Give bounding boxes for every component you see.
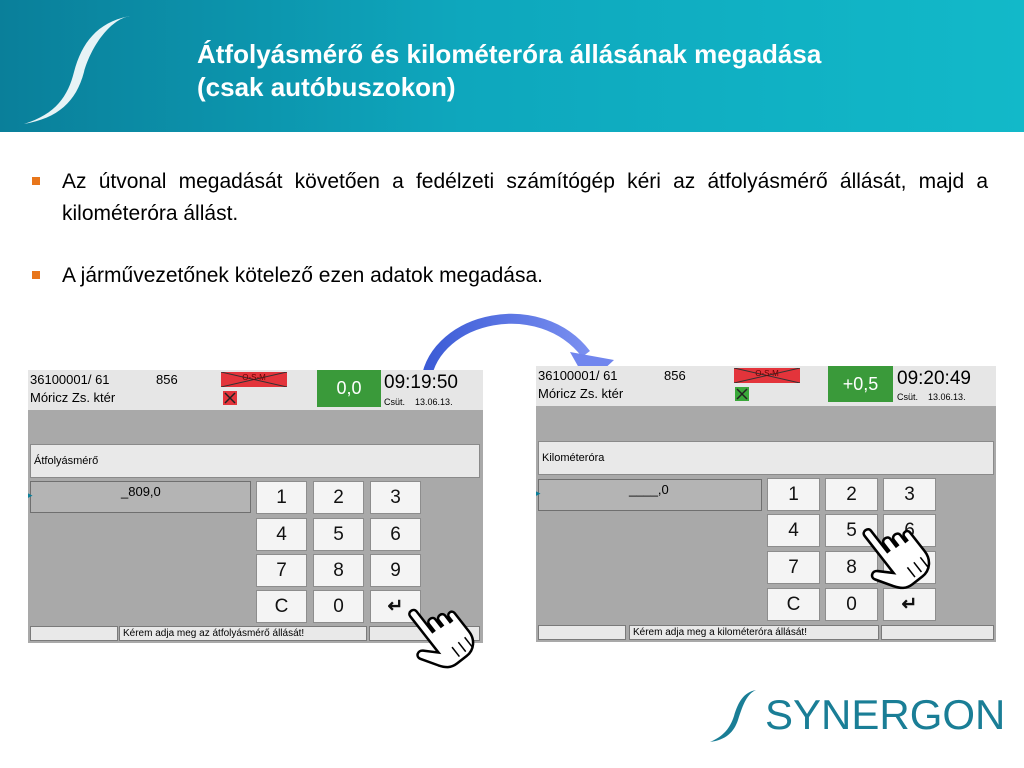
- status-cell-right: [881, 625, 994, 640]
- field-label: Átfolyásmérő: [30, 444, 480, 478]
- route-code: 856: [664, 368, 686, 383]
- brand-name: SYNERGON: [765, 691, 1006, 738]
- key-8[interactable]: 8: [825, 551, 878, 584]
- key-4[interactable]: 4: [256, 518, 307, 551]
- key-8[interactable]: 8: [313, 554, 364, 587]
- key-1[interactable]: 1: [767, 478, 820, 511]
- input-value: ____,0: [629, 482, 669, 497]
- input-value: _809,0: [121, 484, 161, 499]
- key-3[interactable]: 3: [370, 481, 421, 514]
- status-message: Kérem adja meg az átfolyásmérő állását!: [119, 626, 367, 641]
- enter-key[interactable]: ↵: [370, 590, 421, 623]
- vehicle-id: 36100001/ 61: [30, 372, 110, 387]
- cursor-arrow-icon: ▸: [28, 490, 33, 500]
- key-4[interactable]: 4: [767, 514, 820, 547]
- bullet-text: Az útvonal megadását követően a fedélzeti számítógép kéri az átfolyásmérő állását, majd a kilométeróra állást.: [62, 170, 988, 225]
- key-5[interactable]: 5: [313, 518, 364, 551]
- synergon-swoosh-icon: [18, 10, 148, 128]
- badge-label: O-S-M: [755, 369, 779, 378]
- key-clear[interactable]: C: [767, 588, 820, 621]
- clock-time: 09:20:49: [897, 368, 971, 389]
- cursor-arrow-icon: ▸: [536, 488, 541, 498]
- consumption-display: +0,5: [828, 366, 893, 402]
- key-7[interactable]: 7: [767, 551, 820, 584]
- key-0[interactable]: 0: [313, 590, 364, 623]
- pointing-hand-icon: [398, 596, 476, 676]
- value-input[interactable]: [30, 481, 251, 513]
- weekday: Csüt.: [897, 392, 919, 402]
- screen-top-bar: [536, 366, 996, 406]
- stop-name: Móricz Zs. ktér: [30, 390, 116, 405]
- date-value: 13.06.13.: [415, 397, 453, 407]
- status-cell-left: [30, 626, 118, 641]
- vehicle-id: 36100001/ 61: [538, 368, 618, 383]
- weekday: Csüt.: [384, 397, 406, 407]
- key-6[interactable]: 6: [883, 514, 936, 547]
- title-line-1: Átfolyásmérő és kilométeróra állásának megadása: [197, 39, 822, 69]
- key-5[interactable]: 5: [825, 514, 878, 547]
- title-line-2: (csak autóbuszokon): [197, 72, 456, 102]
- status-badge: [734, 368, 800, 383]
- key-2[interactable]: 2: [825, 478, 878, 511]
- stop-name: Móricz Zs. ktér: [538, 386, 624, 401]
- key-9[interactable]: 9: [370, 554, 421, 587]
- status-cell-left: [538, 625, 626, 640]
- synergon-logo-icon: [708, 688, 768, 744]
- badge-label: O-S-M: [242, 373, 266, 382]
- key-0[interactable]: 0: [825, 588, 878, 621]
- status-message: Kérem adja meg a kilométeróra állását!: [629, 625, 879, 640]
- device-screen-odometer: [536, 366, 996, 642]
- consumption-display: 0,0: [317, 370, 381, 407]
- key-clear[interactable]: C: [256, 590, 307, 623]
- bullet-list: [32, 166, 988, 292]
- bullet-square-icon: [32, 177, 40, 185]
- clock-time: 09:19:50: [384, 372, 458, 393]
- slide-title: [197, 38, 997, 104]
- bullet-square-icon: [32, 271, 40, 279]
- bullet-item: [32, 260, 988, 292]
- key-3[interactable]: 3: [883, 478, 936, 511]
- date-line: [897, 392, 966, 402]
- bullet-item: [32, 166, 988, 230]
- key-7[interactable]: 7: [256, 554, 307, 587]
- slide-header: [0, 0, 1024, 132]
- error-x-icon: [735, 387, 749, 401]
- field-label: Kilométeróra: [538, 441, 994, 475]
- pointing-hand-icon: [852, 515, 932, 597]
- enter-key[interactable]: ↵: [883, 588, 936, 621]
- date-line: [384, 397, 453, 407]
- route-code: 856: [156, 372, 178, 387]
- key-6[interactable]: 6: [370, 518, 421, 551]
- value-input[interactable]: [538, 479, 762, 511]
- bullet-text: A járművezetőnek kötelező ezen adatok megadása.: [62, 264, 543, 287]
- date-value: 13.06.13.: [928, 392, 966, 402]
- key-2[interactable]: 2: [313, 481, 364, 514]
- screen-top-bar: [28, 370, 483, 410]
- status-badge: [221, 372, 287, 387]
- key-1[interactable]: 1: [256, 481, 307, 514]
- error-x-icon: [223, 391, 237, 405]
